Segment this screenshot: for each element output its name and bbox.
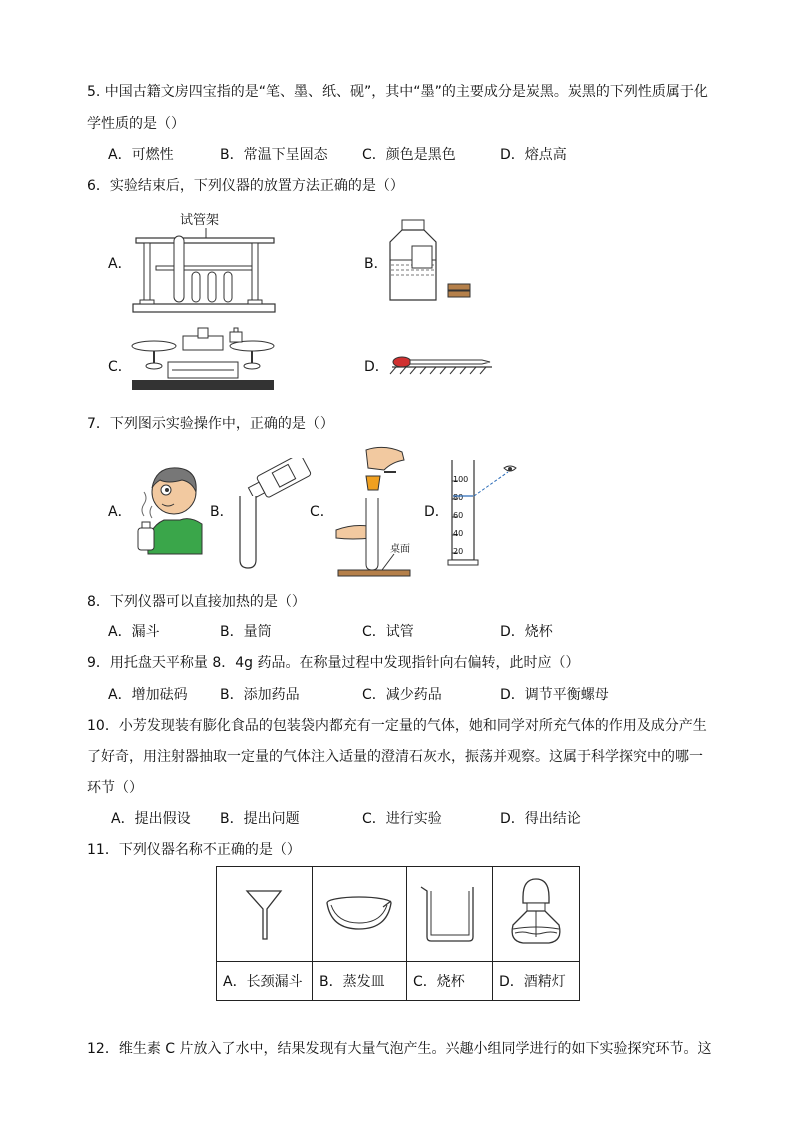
rack-label: 试管架 [180, 213, 220, 228]
q5-option-c[interactable]: C．颜色是黑色 [362, 147, 456, 163]
desk-label: 桌面 [390, 544, 410, 555]
q12-stem-line1: 12．维生素 C 片放入了水中，结果发现有大量气泡产生。兴趣小组同学进行的如下实验探究环节。这 [87, 1041, 712, 1057]
graduated-cylinder-figure [444, 456, 528, 568]
evaporating-dish-cell [313, 867, 407, 962]
q5-option-b[interactable]: B．常温下呈固态 [220, 147, 328, 163]
q9-stem: 9．用托盘天平称量 8．4g 药品。在称量过程中发现指针向右偏转，此时应（） [87, 655, 580, 671]
caption-a[interactable]: A．长颈漏斗 [217, 962, 313, 1001]
q7-option-d-label[interactable]: D． [424, 504, 449, 520]
q6-stem: 6．实验结束后，下列仪器的放置方法正确的是（） [87, 178, 404, 194]
q11-stem: 11．下列仪器名称不正确的是（） [87, 842, 301, 858]
q8-option-d[interactable]: D．烧杯 [500, 624, 553, 640]
q7-option-c-label[interactable]: C． [310, 504, 334, 520]
q6-option-c-label[interactable]: C． [108, 359, 132, 375]
q10-stem-line3: 环节（） [87, 780, 143, 796]
tick-40: 40 [453, 529, 464, 538]
q5-stem-line2: 学性质的是（） [87, 116, 185, 132]
q8-option-b[interactable]: B．量筒 [220, 624, 272, 640]
test-tube-rack-figure [130, 208, 278, 316]
tick-80: 80 [453, 493, 464, 502]
q9-option-a[interactable]: A．增加砝码 [108, 687, 188, 703]
q8-stem: 8．下列仪器可以直接加热的是（） [87, 594, 306, 610]
q10-option-d[interactable]: D．得出结论 [500, 811, 581, 827]
q6-option-a-label[interactable]: A． [108, 256, 132, 272]
q9-option-b[interactable]: B．添加药品 [220, 687, 300, 703]
funnel-cell [217, 867, 313, 962]
beaker-icon [407, 867, 492, 957]
tick-20: 20 [453, 547, 464, 556]
tick-100: 100 [453, 475, 469, 484]
q8-option-a[interactable]: A．漏斗 [108, 624, 160, 640]
q6-option-b-label[interactable]: B． [364, 256, 388, 272]
q10-option-a[interactable]: A．提出假设 [111, 811, 191, 827]
rubber-stopper-figure [332, 446, 416, 582]
q7-stem: 7．下列图示实验操作中，正确的是（） [87, 416, 334, 432]
alcohol-lamp-icon [493, 867, 579, 957]
q10-option-b[interactable]: B．提出问题 [220, 811, 300, 827]
tray-balance-figure [128, 326, 278, 396]
q5-option-a[interactable]: A．可燃性 [108, 147, 174, 163]
q10-stem-line2: 了好奇，用注射器抽取一定量的气体注入适量的澄清石灰水，振荡并观察。这属于科学探究中的哪一 [87, 749, 703, 765]
q8-option-c[interactable]: C．试管 [362, 624, 414, 640]
q11-instrument-table [216, 866, 580, 1001]
caption-c[interactable]: C．烧杯 [407, 962, 493, 1001]
q7-option-b-label[interactable]: B． [210, 504, 234, 520]
caption-d[interactable]: D．酒精灯 [493, 962, 580, 1001]
funnel-icon [217, 867, 312, 957]
q5-stem-line1: 5. 中国古籍文房四宝指的是“笔、墨、纸、砚”，其中“墨”的主要成分是炭黑。炭黑的下列性质属于化 [87, 84, 708, 100]
evaporating-dish-icon [313, 867, 406, 957]
tick-60: 60 [453, 511, 464, 520]
q10-stem-line1: 10．小芳发现装有膨化食品的包装袋内都充有一定量的气体，她和同学对所充气体的作用及成分产生 [87, 718, 707, 734]
dropper-on-table-figure [384, 354, 494, 378]
q9-option-d[interactable]: D．调节平衡螺母 [500, 687, 609, 703]
alcohol-lamp-cell [493, 867, 580, 962]
q5-option-d[interactable]: D．熔点高 [500, 147, 567, 163]
q7-option-a-label[interactable]: A． [108, 504, 132, 520]
caption-b[interactable]: B．蒸发皿 [313, 962, 407, 1001]
q6-option-d-label[interactable]: D． [364, 359, 389, 375]
reagent-bottle-figure [382, 218, 482, 304]
pouring-liquid-figure [236, 458, 316, 570]
beaker-cell [407, 867, 493, 962]
q9-option-c[interactable]: C．减少药品 [362, 687, 442, 703]
q10-option-c[interactable]: C．进行实验 [362, 811, 442, 827]
smelling-gas-figure [134, 458, 206, 558]
